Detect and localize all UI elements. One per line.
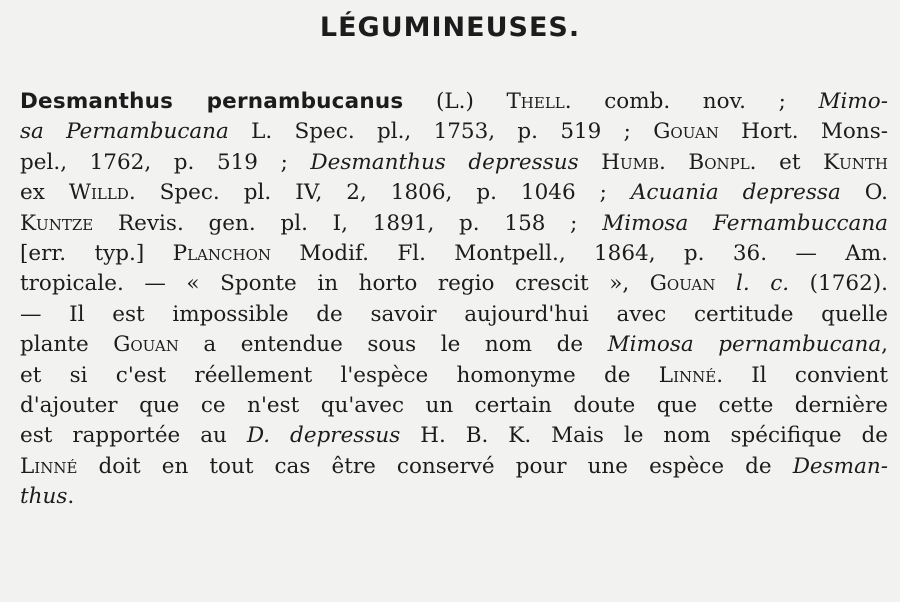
text-run: et si c'est réellement l'espèce homonyme de <box>20 362 659 388</box>
italic-text: Mimo- <box>818 89 888 114</box>
text-line <box>20 87 888 117</box>
italic-text: Mimosa pernambucana <box>607 332 882 358</box>
text-run: doit en tout cas être conservé pour une espèce de <box>77 453 793 479</box>
text-run: (L.) <box>403 89 507 114</box>
italic-text: Mimosa Fernambuccana <box>602 210 888 236</box>
text-line <box>20 361 888 391</box>
text-run: , <box>881 332 888 358</box>
text-run: (1762). <box>789 271 888 297</box>
text-run: a entendue sous le nom de <box>178 332 608 358</box>
text-run: plante <box>20 332 114 358</box>
text-line <box>20 269 888 299</box>
text-run: O. <box>840 180 888 206</box>
italic-text: l. c. <box>735 271 790 297</box>
author-name: Linné <box>658 362 717 388</box>
text-run: . <box>67 484 75 510</box>
text-line <box>20 178 888 208</box>
text-line <box>20 330 888 360</box>
italic-text: Desman- <box>792 453 888 479</box>
text-run: H. B. K. Mais le nom spécifique de <box>400 423 889 449</box>
text-run: pel., 1762, p. 519 ; <box>20 149 311 175</box>
text-run: . Il convient <box>716 362 889 388</box>
text-run: d'ajouter que ce n'est qu'avec un certain doute que cette dernière <box>20 393 888 419</box>
text-run: tropicale. — « Sponte in horto regio crescit », <box>20 271 650 297</box>
author-name: Gouan <box>113 332 179 358</box>
text-run <box>579 150 602 175</box>
section-heading: LÉGUMINEUSES. <box>319 12 581 43</box>
text-line <box>20 117 888 147</box>
text-line <box>20 482 888 512</box>
author-name: Thell. <box>506 89 572 114</box>
text-line <box>20 209 888 239</box>
text-run: Revis. gen. pl. I, 1891, p. 158 ; <box>93 210 603 236</box>
text-run: Spec. pl. IV, 2, 1806, p. 1046 ; <box>135 180 631 206</box>
italic-text: D. depressus <box>246 423 401 449</box>
species-name: Desmanthus pernambucanus <box>20 89 404 114</box>
italic-text: sa Pernambucana <box>20 119 229 145</box>
text-line <box>20 239 888 269</box>
text-run: Modif. Fl. Montpell., 1864, p. 36. — Am. <box>271 241 888 267</box>
text-run: est rapportée au <box>20 423 247 449</box>
text-run: Hort. Mons- <box>718 119 888 145</box>
author-name: Willd. <box>68 180 136 206</box>
text-run: et <box>756 149 824 175</box>
author-name: Kuntze <box>20 210 94 236</box>
text-run: — Il est impossible de savoir aujourd'hui avec certitude quelle <box>20 301 888 327</box>
author-name: Planchon <box>172 241 271 267</box>
italic-text: thus <box>20 484 68 510</box>
author-name: Gouan <box>649 271 716 297</box>
italic-text: Desmanthus depressus <box>310 149 579 175</box>
text-run: L. Spec. pl., 1753, p. 519 ; <box>228 119 654 145</box>
text-line <box>20 452 888 482</box>
text-run: comb. nov. ; <box>571 89 819 114</box>
text-line <box>20 421 888 451</box>
text-run: ex <box>20 180 69 206</box>
author-name: Linné <box>20 453 78 479</box>
author-name: Kunth <box>823 149 888 175</box>
text-line <box>20 148 888 178</box>
text-line <box>20 300 888 330</box>
italic-text: Acuania depressa <box>630 180 841 206</box>
author-name: Gouan <box>653 119 719 145</box>
text-run: [err. typ.] <box>20 241 173 267</box>
text-run <box>715 271 736 296</box>
text-line <box>20 391 888 421</box>
author-name: Humb. Bonpl. <box>601 149 757 175</box>
species-entry-paragraph <box>20 87 888 513</box>
